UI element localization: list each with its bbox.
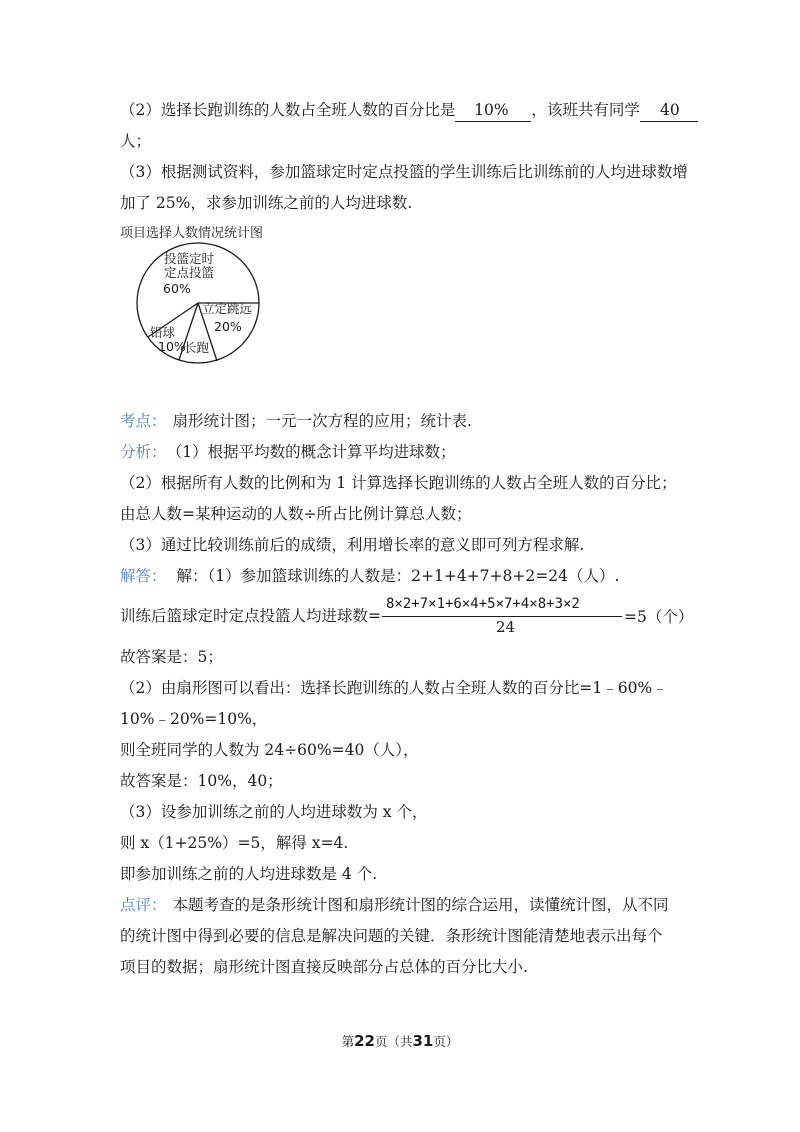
part3-step-2: 则 x（1+25%）=5，解得 x=4. — [120, 834, 349, 852]
part2-middle: ，该班共有同学 — [531, 101, 640, 119]
problem-part2 — [120, 99, 698, 122]
dianping-line — [120, 894, 669, 916]
page-number: 22 — [354, 1032, 375, 1050]
fenxi-1: （1）根据平均数的概念计算平均进球数； — [174, 443, 456, 461]
part2-step-1: （2）由扇形图可以看出：选择长跑训练的人数占全班人数的百分比=1﹣60%﹣ — [120, 679, 668, 697]
slice-value-longjump: 20% — [214, 319, 242, 334]
answer-1: 故答案是：5； — [120, 648, 223, 666]
slice-label-longjump: 立定跳远 — [202, 301, 253, 316]
fenxi-4: （3）通过比较训练前后的成绩，利用增长率的意义即可列方程求解. — [120, 536, 585, 554]
problem-part2-cont: 人； — [120, 132, 152, 150]
dianping-label: 点评： — [120, 896, 167, 914]
part2-step-3: 则全班同学的人数为 24÷60%=40（人）， — [120, 741, 419, 759]
slice-value-shotput: 10% — [158, 339, 186, 354]
answer-blank-count: 40 — [640, 99, 698, 122]
slice-value-basketball: 60% — [163, 281, 191, 296]
avg-denominator: 24 — [496, 618, 516, 636]
part3-step-3: 即参加训练之前的人均进球数是 4 个. — [120, 865, 378, 883]
page-footer: 第22页（共31页） — [341, 1032, 459, 1050]
slice-label-shotput: 铅球 — [150, 325, 176, 340]
dianping-2: 的统计图中得到必要的信息是解决问题的关键．条形统计图能清楚地表示出每个 — [120, 927, 663, 945]
part2-prefix: （2）选择长跑训练的人数占全班人数的百分比是 — [120, 101, 456, 119]
jieda-line — [120, 565, 619, 587]
kaodian-text: 扇形统计图；一元一次方程的应用；统计表. — [172, 412, 472, 430]
problem-part3-line2: 加了 25%，求参加训练之前的人均进球数. — [120, 194, 413, 212]
problem-part3-line1: （3）根据测试资料，参加篮球定时定点投篮的学生训练后比训练前的人均进球数增 — [120, 163, 688, 181]
jieda-1: 解：（1）参加篮球训练的人数是：2+1+4+7+8+2=24（人）. — [176, 567, 620, 585]
avg-prefix: 训练后篮球定时定点投篮人均进球数= — [120, 607, 381, 625]
dianping-1: 本题考查的是条形统计图和扇形统计图的综合运用，读懂统计图，从不同 — [172, 896, 669, 914]
fenxi-line — [120, 441, 456, 463]
kaodian-line — [120, 410, 472, 432]
part3-step-1: （3）设参加训练之前的人均进球数为 x 个， — [120, 803, 428, 821]
fenxi-2: （2）根据所有人数的比例和为 1 计算选择长跑训练的人数占全班人数的百分比； — [120, 474, 677, 492]
dianping-3: 项目的数据；扇形统计图直接反映部分占总体的百分比大小. — [120, 958, 528, 976]
answer-2: 故答案是：10%，40； — [120, 772, 283, 790]
slice-label-basketball-1: 投篮定时 — [164, 251, 215, 266]
jieda-label: 解答： — [120, 567, 167, 585]
chart-title: 项目选择人数情况统计图 — [120, 226, 264, 241]
slice-label-basketball-2: 定点投篮 — [164, 265, 215, 280]
kaodian-label: 考点： — [120, 412, 167, 430]
avg-numerator: 8×2+7×1+6×4+5×7+4×8+3×2 — [386, 596, 580, 612]
part2-step-2: 10%﹣20%=10%， — [120, 710, 268, 728]
fenxi-3: 由总人数=某种运动的人数÷所占比例计算总人数； — [120, 505, 472, 523]
pie-chart — [128, 240, 268, 370]
avg-result: =5（个） — [624, 608, 694, 626]
slice-label-running: 长跑 — [184, 340, 210, 355]
page-total: 31 — [412, 1032, 434, 1050]
fenxi-label: 分析： — [120, 443, 167, 461]
fraction-bar — [382, 616, 622, 617]
answer-blank-percent: 10% — [455, 99, 531, 122]
